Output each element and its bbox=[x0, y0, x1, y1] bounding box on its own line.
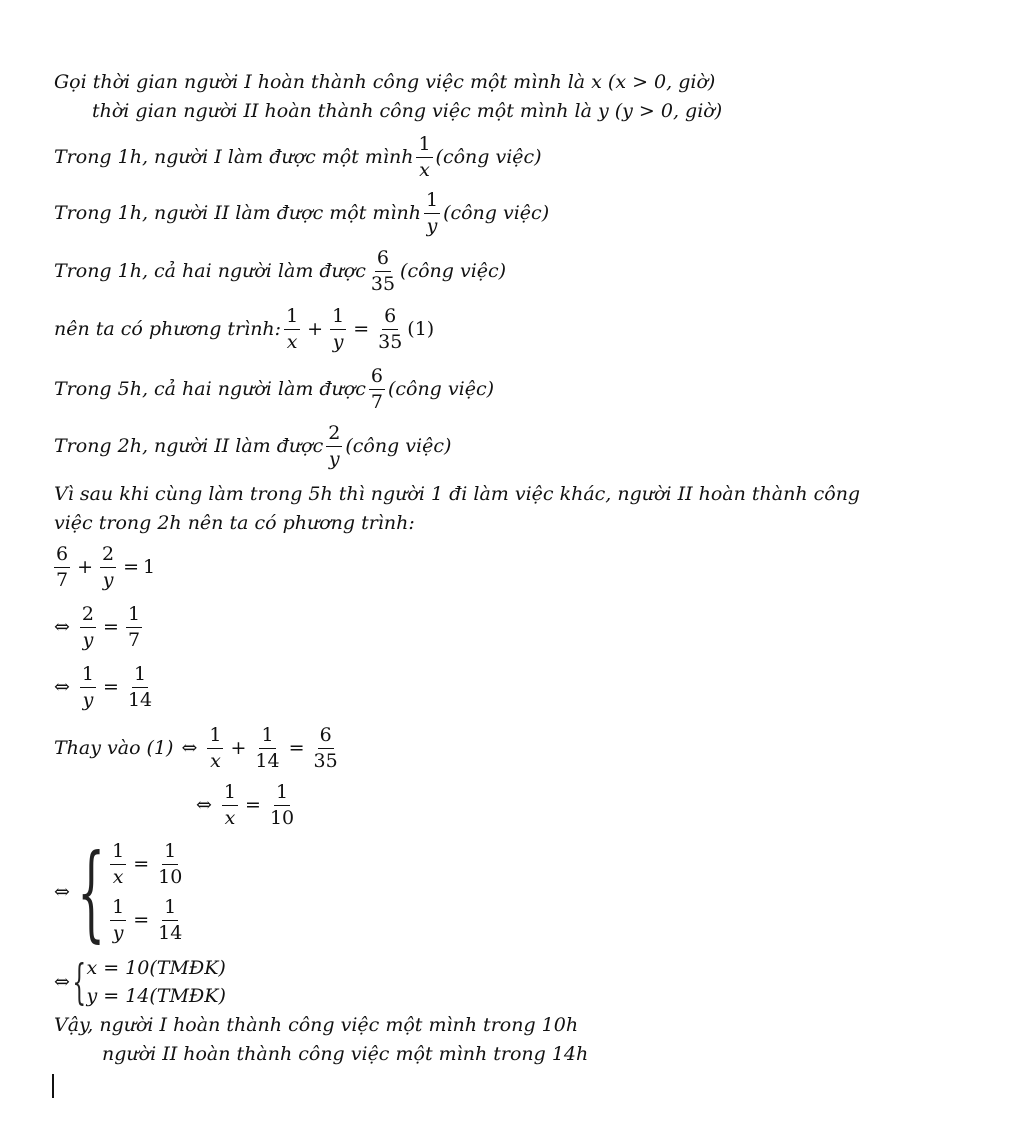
fraction-1-over-x bbox=[416, 134, 432, 181]
plus-sign: + bbox=[77, 556, 94, 578]
numerator: 1 bbox=[416, 134, 432, 158]
fraction-1-over-x bbox=[207, 725, 223, 772]
numerator: 1 bbox=[126, 604, 142, 628]
line-define-y bbox=[92, 102, 722, 121]
numerator: 1 bbox=[110, 841, 126, 865]
numerator: 6 bbox=[375, 248, 391, 272]
left-brace: { bbox=[72, 954, 87, 1010]
solution-x: x = 10(TMĐK) bbox=[86, 956, 226, 979]
fraction-2-over-y bbox=[326, 423, 342, 470]
denominator: x bbox=[419, 159, 430, 181]
line-eq-6-7-plus-2-y bbox=[54, 544, 155, 591]
numerator: 1 bbox=[132, 664, 148, 688]
system-row-x bbox=[86, 954, 225, 982]
line-rate-person-2 bbox=[54, 190, 549, 237]
denominator: 35 bbox=[370, 273, 396, 295]
value: 1 bbox=[143, 556, 156, 578]
equals-sign: = bbox=[133, 852, 150, 875]
denominator: y bbox=[102, 569, 114, 591]
equals-sign: = bbox=[288, 737, 305, 759]
system-rows bbox=[110, 836, 187, 948]
line-conclusion-cont bbox=[102, 1045, 588, 1064]
text: Gọi thời gian người I hoàn thành công việc một mình là x (x > 0, giờ) bbox=[54, 71, 716, 93]
line-equation-1 bbox=[54, 306, 434, 353]
fraction-1-over-x bbox=[284, 306, 300, 353]
text: Vậy, người I hoàn thành công việc một mình trong 10h bbox=[54, 1014, 579, 1036]
numerator: 2 bbox=[326, 423, 342, 447]
line-system-fractions bbox=[54, 831, 187, 953]
fraction-1-over-y bbox=[110, 897, 126, 944]
numerator: 1 bbox=[274, 782, 290, 806]
fraction-2-over-y bbox=[100, 544, 116, 591]
fraction-6-over-7 bbox=[369, 366, 385, 413]
denominator: x bbox=[210, 750, 221, 772]
left-brace: { bbox=[77, 831, 105, 953]
numerator: 6 bbox=[369, 366, 385, 390]
denominator: x bbox=[286, 331, 298, 353]
text: thời gian người II hoàn thành công việc một mình là y (y > 0, giờ) bbox=[92, 100, 723, 122]
fraction-6-over-7 bbox=[54, 544, 70, 591]
text: người II hoàn thành công việc một mình trong 14h bbox=[102, 1043, 589, 1065]
fraction-6-over-35 bbox=[369, 248, 397, 295]
system-rows bbox=[86, 954, 225, 1010]
numerator: 1 bbox=[284, 306, 300, 330]
text: (công việc) bbox=[435, 146, 542, 168]
denominator: 35 bbox=[313, 750, 338, 772]
denominator: 14 bbox=[127, 689, 153, 711]
equals-sign: = bbox=[133, 908, 150, 931]
numerator: 1 bbox=[207, 725, 223, 749]
denominator: y bbox=[82, 629, 94, 651]
fraction-1-over-x bbox=[110, 841, 126, 888]
iff-symbol: ⇔ bbox=[181, 737, 198, 759]
numerator: 6 bbox=[318, 725, 334, 749]
text: Trong 1h, người I làm được một mình bbox=[54, 146, 414, 168]
fraction-6-over-35 bbox=[312, 725, 340, 772]
text: Thay vào (1) bbox=[54, 737, 174, 759]
numerator: 1 bbox=[259, 725, 275, 749]
line-eq-1-y bbox=[54, 664, 157, 711]
system-row-y bbox=[110, 892, 187, 948]
denominator: 10 bbox=[269, 807, 295, 829]
fraction-1-over-y bbox=[424, 190, 440, 237]
denominator: x bbox=[112, 865, 124, 888]
equals-sign: = bbox=[103, 616, 119, 638]
denominator: 7 bbox=[127, 629, 141, 651]
numerator: 1 bbox=[80, 664, 96, 688]
fraction-1-over-14 bbox=[156, 897, 184, 944]
denominator: y bbox=[82, 689, 94, 711]
line-2h-work bbox=[54, 423, 451, 470]
line-eq-1-x bbox=[196, 782, 299, 829]
numerator: 2 bbox=[100, 544, 116, 568]
equation-system bbox=[70, 831, 187, 953]
text: Trong 1h, người II làm được một mình bbox=[54, 202, 421, 224]
text: Trong 5h, cả hai người làm được bbox=[54, 378, 366, 400]
denominator: y bbox=[328, 448, 340, 470]
line-5h-work bbox=[54, 366, 494, 413]
fraction-1-over-14 bbox=[126, 664, 154, 711]
solution-y: y = 14(TMĐK) bbox=[86, 984, 226, 1007]
iff-symbol: ⇔ bbox=[54, 880, 70, 903]
denominator: 7 bbox=[370, 391, 383, 413]
numerator: 1 bbox=[162, 897, 178, 921]
plus-sign: + bbox=[307, 318, 324, 340]
text: việc trong 2h nên ta có phương trình: bbox=[54, 512, 415, 534]
line-reasoning-cont bbox=[54, 514, 415, 533]
line-rate-both bbox=[54, 248, 506, 295]
fraction-1-over-10 bbox=[156, 841, 184, 888]
numerator: 1 bbox=[162, 841, 178, 865]
numerator: 1 bbox=[330, 306, 346, 330]
denominator: 10 bbox=[158, 865, 183, 888]
equals-sign: = bbox=[103, 676, 119, 698]
fraction-1-over-10 bbox=[268, 782, 296, 829]
system-row-y bbox=[86, 982, 225, 1010]
system-row-x bbox=[110, 836, 187, 892]
fraction-1-over-y bbox=[80, 664, 96, 711]
text: Trong 1h, cả hai người làm được bbox=[54, 260, 366, 282]
denominator: x bbox=[224, 807, 236, 829]
denominator: 35 bbox=[378, 331, 403, 353]
equals-sign: = bbox=[353, 318, 370, 340]
line-rate-person-1 bbox=[54, 134, 542, 181]
line-substitute bbox=[54, 725, 343, 772]
line-conclusion bbox=[54, 1016, 578, 1035]
fraction-2-over-y bbox=[80, 604, 96, 651]
text: (công việc) bbox=[345, 435, 452, 457]
fraction-1-over-14 bbox=[253, 725, 281, 772]
line-system-solution bbox=[54, 954, 226, 1010]
text: (công việc) bbox=[443, 202, 550, 224]
denominator: 14 bbox=[158, 921, 183, 944]
numerator: 6 bbox=[54, 544, 70, 568]
fraction-6-over-35 bbox=[376, 306, 404, 353]
text: Trong 2h, người II làm được bbox=[54, 435, 324, 457]
denominator: y bbox=[332, 331, 344, 353]
denominator: y bbox=[426, 215, 438, 237]
text-cursor bbox=[52, 1074, 54, 1098]
line-eq-2-y bbox=[54, 604, 145, 651]
solution-system bbox=[70, 954, 226, 1010]
numerator: 1 bbox=[110, 897, 126, 921]
denominator: 14 bbox=[255, 750, 280, 772]
line-reasoning bbox=[54, 485, 860, 504]
numerator: 1 bbox=[222, 782, 238, 806]
fraction-1-over-y bbox=[330, 306, 346, 353]
denominator: 7 bbox=[56, 569, 69, 591]
text: nên ta có phương trình: bbox=[54, 318, 282, 340]
text: (công việc) bbox=[400, 260, 507, 282]
text: Vì sau khi cùng làm trong 5h thì người 1 đi làm việc khác, người II hoàn thành công bbox=[54, 483, 861, 505]
iff-symbol: ⇔ bbox=[54, 676, 70, 698]
fraction-1-over-x bbox=[222, 782, 238, 829]
text: (công việc) bbox=[387, 378, 494, 400]
numerator: 6 bbox=[382, 306, 398, 330]
iff-symbol: ⇔ bbox=[54, 616, 70, 638]
numerator: 1 bbox=[424, 190, 440, 214]
equals-sign: = bbox=[245, 794, 261, 816]
line-define-x bbox=[54, 73, 715, 92]
equation-label: (1) bbox=[407, 318, 435, 340]
fraction-1-over-7 bbox=[126, 604, 142, 651]
iff-symbol: ⇔ bbox=[196, 794, 212, 816]
plus-sign: + bbox=[230, 737, 247, 759]
numerator: 2 bbox=[80, 604, 96, 628]
iff-symbol: ⇔ bbox=[54, 970, 70, 993]
equals-sign: = bbox=[123, 556, 140, 578]
denominator: y bbox=[112, 921, 124, 944]
